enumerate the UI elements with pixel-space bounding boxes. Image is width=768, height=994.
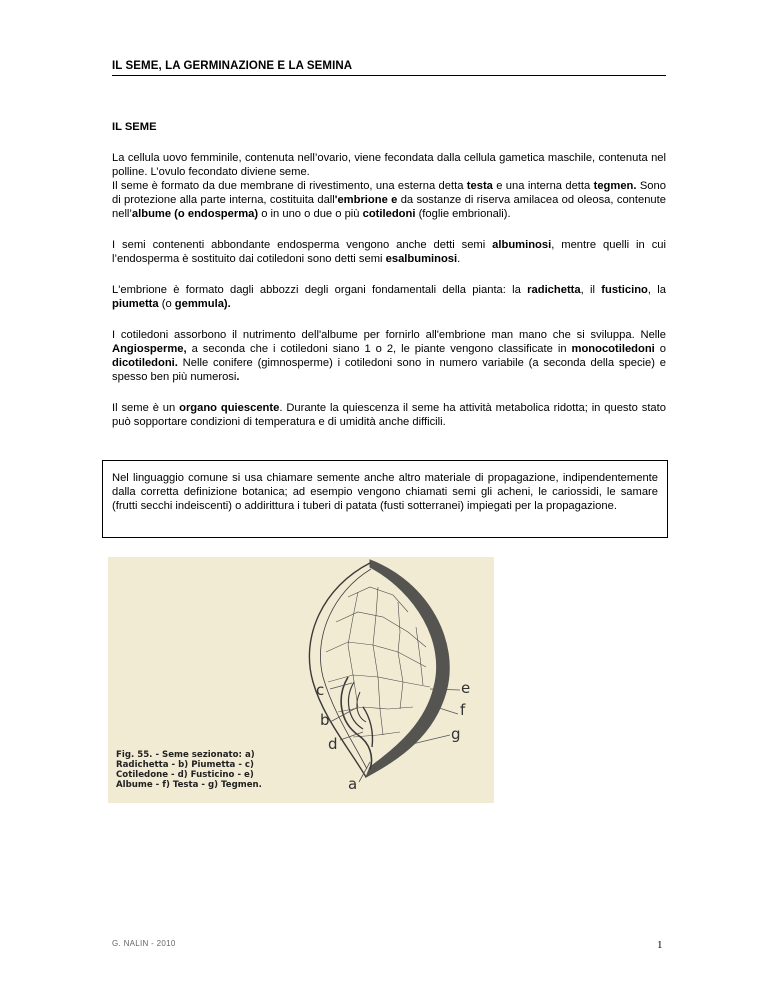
note-box: Nel linguaggio comune si usa chiamare semente anche altro materiale di propagazione, indipendentemente dalla corretta definizione botanica; ad esempio vengono chiamati semi gli acheni, le cariossidi, le samare (frutti secchi indeiscenti) o addirittura i tuberi di patata (fusti sotterranei) impiegati per la propagazione. (102, 460, 668, 538)
label-d: d (328, 735, 338, 753)
term-tegmen: tegmen. (593, 180, 637, 192)
term-gemmula: gemmula). (174, 298, 231, 310)
page-number: 1 (657, 939, 663, 951)
paragraph-struttura-seme: Il seme è formato da due membrane di rivestimento, una esterna detta testa e una interna detta tegmen. Sono di protezione alla parte interna, costituita dall'embrione e da sostanze di riserva amilacea od oleosa, contenute nell’albume (o endosperma) o in uno o due o più cotiledoni (foglie embrionali). (112, 180, 666, 220)
term-dicotiledoni: dicotiledoni. (112, 357, 178, 369)
document-header: IL SEME, LA GERMINAZIONE E LA SEMINA (112, 60, 666, 76)
main-content (112, 120, 666, 446)
paragraph-embrione: L'embrione è formato dagli abbozzi degli organi fondamentali della pianta: la radichetta, il fusticino, la piumetta (o gemmula). (112, 284, 666, 310)
term-piumetta: piumetta (112, 298, 159, 310)
section-title: IL SEME (112, 121, 157, 133)
label-c: c (316, 681, 325, 699)
term-fusticino: fusticino (601, 284, 648, 296)
term-albume: albume (o endosperma) (131, 208, 259, 220)
footer-author: G. NALIN - 2010 (112, 939, 176, 948)
term-albuminosi: albuminosi (492, 239, 552, 251)
paragraph-albuminosi: I semi contenenti abbondante endosperma vengono anche detti semi albuminosi, mentre quelli in cui l’endosperma è sostituito dai cotiledoni sono detti semi esalbuminosi. (112, 239, 666, 265)
term-radichetta: radichetta (527, 284, 581, 296)
paragraph-fecondazione: La cellula uovo femminile, contenuta nell’ovario, viene fecondata dalla cellula gametica maschile, contenuta nel polline. L’ovulo fecondato diviene seme. (112, 152, 666, 178)
paragraph-cotiledoni: I cotiledoni assorbono il nutrimento dell'albume per fornirlo all'embrione man mano che si sviluppa. Nelle Angiosperme, a seconda che i cotiledoni siano 1 o 2, le piante vengono classificate in monocotiledoni o dicotiledoni. Nelle conifere (gimnosperme) i cotiledoni sono in numero variabile (a seconda della specie) e spesso ben più numerosi. (112, 329, 666, 383)
term-cotiledoni: cotiledoni (362, 208, 416, 220)
term-angiosperme: Angiosperme, (112, 343, 187, 355)
paragraph-quiescenza: Il seme è un organo quiescente. Durante la quiescenza il seme ha attività metabolica ridotta; in questo stato può sopportare condizioni di temperatura e di umidità anche difficili. (112, 402, 666, 428)
term-esalbuminosi: esalbuminosi (385, 253, 458, 265)
label-g: g (451, 725, 461, 743)
figure-caption: Fig. 55. - Seme sezionato: a) Radichetta - b) Piumetta - c) Cotiledone - d) Fusticino - e) Albume - f) Testa - g) Tegmen. (116, 750, 262, 790)
label-a: a (348, 775, 358, 793)
label-b: b (320, 711, 330, 729)
term-embrione: 'embrione e (334, 194, 398, 206)
term-monocotiledoni: monocotiledoni (571, 343, 655, 355)
label-f: f (460, 701, 466, 719)
label-e: e (461, 679, 471, 697)
seed-figure (108, 557, 494, 803)
term-testa: testa (466, 180, 493, 192)
term-organo-quiescente: organo quiescente (179, 402, 280, 414)
